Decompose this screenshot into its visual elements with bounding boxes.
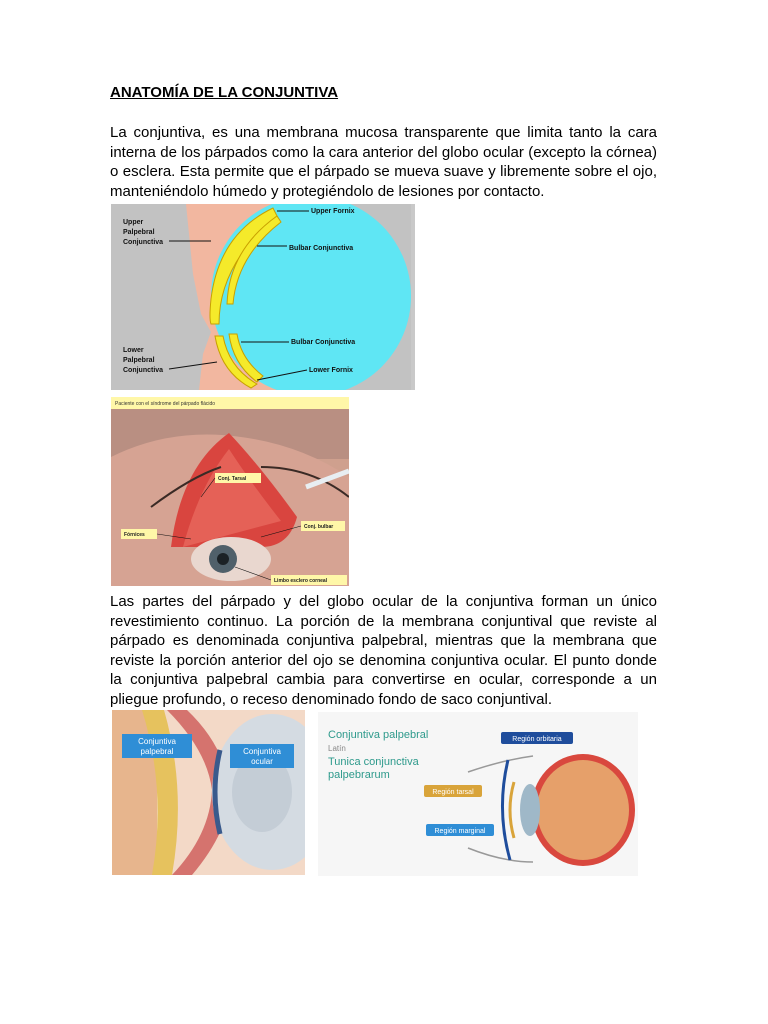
label-upper-fornix: Upper Fornix bbox=[311, 208, 355, 215]
conjunctiva-diagram bbox=[111, 204, 415, 390]
cross-section-illustration bbox=[112, 710, 305, 875]
label-region-orbitaria: Región orbitaria bbox=[512, 736, 562, 743]
label-fornices: Fórnices bbox=[124, 532, 145, 538]
photo-caption: Paciente con el síndrome del párpado flácido bbox=[115, 401, 216, 407]
label-upper-palpebral-2: Palpebral bbox=[123, 229, 155, 236]
label-bulbar-top: Bulbar Conjunctiva bbox=[289, 245, 354, 252]
label-bulbar-bottom: Bulbar Conjunctiva bbox=[291, 339, 356, 346]
label-conjuntiva-ocular-2: ocular bbox=[251, 757, 273, 766]
label-region-tarsal: Región tarsal bbox=[432, 789, 474, 796]
label-lower-palpebral-1: Lower bbox=[123, 347, 144, 354]
label-lower-palpebral-2: Palpebral bbox=[123, 357, 155, 364]
label-upper-palpebral-1: Upper bbox=[123, 219, 144, 226]
label-lower-fornix: Lower Fornix bbox=[309, 367, 353, 374]
label-conj-tarsal: Conj. Tarsal bbox=[218, 476, 247, 482]
second-paragraph: Las partes del párpado y del globo ocular de la conjuntiva forman un único revestimiento continuo. La porción de la membrana conjuntival que reviste al párpado es denominada conjuntiva palpebral, mientras que la membrana que reviste la porción anterior del ojo se denomina conjuntiva ocular. El punto donde la conjuntiva palpebral cambia para convertirse en ocular, corresponde a un pliegue profundo, o receso denominado fondo de saco conjuntival. bbox=[110, 593, 657, 708]
label-conj-bulbar: Conj. bulbar bbox=[304, 524, 334, 530]
label-limbo: Limbo esclero corneal bbox=[274, 578, 328, 584]
label-conjuntiva-palpebral-1: Conjuntiva bbox=[138, 737, 176, 746]
label-lower-palpebral-3: Conjunctiva bbox=[123, 367, 164, 374]
label-region-marginal: Región marginal bbox=[434, 828, 486, 835]
fig4-latin-name-1: Tunica conjunctiva bbox=[328, 756, 419, 768]
label-conjuntiva-palpebral-2: palpebral bbox=[140, 747, 174, 756]
intro-paragraph: La conjuntiva, es una membrana mucosa transparente que limita tanto la cara interna de los párpados como la cara anterior del globo ocular (excepto la córnea) o esclera. Esta permite que el párpado se mueva suave y libremente sobre el ojo, manteniéndolo húmedo y protegiéndolo de lesiones por contacto. bbox=[110, 124, 657, 200]
fig4-latin: Latín bbox=[328, 744, 346, 753]
eyelid-photo bbox=[111, 397, 349, 586]
conjuntiva-palpebral-diagram bbox=[318, 712, 638, 876]
label-upper-palpebral-3: Conjunctiva bbox=[123, 239, 164, 246]
label-conjuntiva-ocular-1: Conjuntiva bbox=[243, 747, 281, 756]
fig4-heading: Conjuntiva palpebral bbox=[328, 729, 429, 741]
page-title: ANATOMÍA DE LA CONJUNTIVA bbox=[110, 84, 339, 101]
fig4-latin-name-2: palpebrarum bbox=[328, 769, 390, 781]
